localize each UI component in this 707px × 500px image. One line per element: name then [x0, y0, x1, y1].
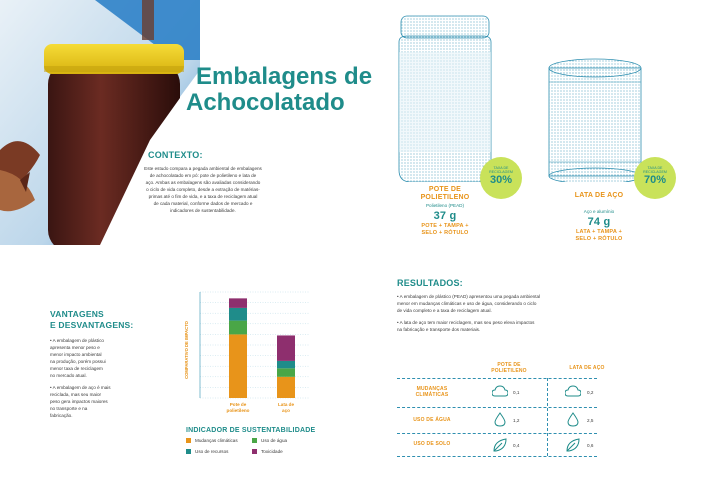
row-label-clima	[397, 386, 467, 398]
legend-label: Toxicidade	[261, 449, 283, 454]
contexto-heading: CONTEXTO:	[148, 150, 203, 160]
contexto-section	[78, 150, 328, 214]
legend-item	[252, 437, 287, 444]
vantagens-heading-2: E DESVANTAGENS:	[50, 320, 134, 330]
value-steel-clima: 0,2	[587, 390, 594, 395]
contexto-line: indicadores de sustentabilidade.	[170, 208, 236, 213]
table-divider	[397, 407, 597, 408]
water-drop-icon	[567, 412, 579, 427]
leaf-icon	[492, 437, 508, 453]
bar-segment	[229, 308, 247, 321]
resultados-line: • A embalagem de plástico (PEAD) apresentou uma pegada ambiental	[397, 294, 541, 299]
vantagens-line: peso gera impactos maiores	[50, 399, 108, 404]
table-divider	[397, 456, 597, 457]
vantagens-line: apresenta menor peso e	[50, 345, 100, 350]
cloud-icon	[565, 384, 581, 398]
resultados-p1	[397, 293, 677, 314]
category-label: Lata de	[277, 402, 295, 407]
contexto-line: o ciclo de vida completo, desde a extração de matérias-	[146, 187, 260, 192]
row-label-agua: USO DE ÁGUA	[413, 417, 451, 423]
steel-can-icon	[549, 59, 641, 182]
row-label-solo: USO DE SOLO	[413, 441, 451, 447]
resultados-line: menor em mudanças climáticas e uso de água, considerando o ciclo	[397, 301, 537, 306]
value-steel-agua: 2,5	[587, 418, 594, 423]
results-table	[397, 362, 677, 458]
vantagens-line: no mercado atual.	[50, 373, 87, 378]
packages-illustration	[395, 12, 665, 182]
vantagens-line: reciclada, mas seu maior	[50, 392, 102, 397]
plastic-jar-icon	[399, 16, 491, 182]
value-plastic-solo: 0,4	[513, 443, 520, 448]
bar-segment	[277, 361, 295, 368]
bar-segment	[277, 368, 295, 376]
resultados-line: • A lata de aço tem maior reciclagem, mas seu peso eleva impactos	[397, 320, 535, 325]
legend-label: Uso de água	[261, 438, 288, 443]
package-material: Polietileno (PEAD)	[425, 203, 465, 208]
resultados-line: de vida completo e a taxa de reciclagem atual.	[397, 308, 492, 313]
chart-ylabel: COMPARATIVO DE IMPACTO	[184, 321, 189, 379]
legend-swatch	[252, 438, 257, 443]
value-plastic-clima: 0,1	[513, 390, 520, 395]
col-line1: POTE DE	[497, 362, 521, 368]
row-label-line1: MUDANÇAS	[416, 386, 448, 392]
resultados-heading: RESULTADOS:	[397, 278, 463, 288]
contexto-line: aço. Ambas as embalagens são avaliadas considerando	[145, 180, 261, 185]
contexto-line: de cada material, conforme dados de mercado e	[153, 201, 253, 206]
package-name-2: POLIETILENO	[420, 194, 470, 201]
category-label: aço	[282, 408, 290, 413]
water-drop-icon	[494, 412, 506, 427]
leaf-icon	[565, 437, 581, 453]
package-info-plastic	[395, 186, 495, 237]
badge-label: TAXA DE RECICLAGEM	[643, 166, 667, 174]
table-divider	[397, 433, 597, 434]
resultados-line: na fabricação e transporte dos materiais.	[397, 327, 481, 332]
vantagens-line: menor impacto ambiental	[50, 352, 102, 357]
impact-chart	[170, 290, 350, 420]
table-divider-vertical	[547, 378, 548, 456]
legend-item	[186, 437, 238, 444]
badge-label: TAXA DE RECICLAGEM	[489, 166, 513, 174]
vantagens-line: menor taxa de reciclagem	[50, 366, 103, 371]
chart-xlabel: INDICADOR DE SUSTENTABILIDADE	[186, 427, 316, 434]
bar-segment	[277, 335, 295, 360]
package-weight: 74 g	[587, 216, 611, 228]
col-line2: POLIETILENO	[491, 368, 527, 374]
category-label: Pote de	[229, 402, 247, 407]
package-name: POTE DE	[428, 186, 462, 193]
package-parts-2: SELO + RÓTULO	[575, 236, 623, 242]
vantagens-line: • A embalagem de plástico	[50, 338, 104, 343]
contexto-text	[78, 165, 328, 214]
badge-value: 30%	[489, 174, 513, 186]
table-divider	[397, 378, 597, 379]
bar-segment	[229, 334, 247, 398]
vantagens-bullet	[50, 384, 170, 419]
bar-segment	[277, 377, 295, 398]
legend-label: Uso de recursos	[195, 449, 229, 454]
package-weight: 37 g	[433, 210, 457, 222]
vantagens-text	[50, 337, 170, 419]
category-label: polietileno	[226, 408, 250, 413]
table-col-steel: LATA DE AÇO	[569, 365, 605, 371]
package-material: Aço e alumínio	[583, 209, 615, 214]
vantagens-line: no transporte e na	[50, 406, 88, 411]
vantagens-bullet	[50, 337, 170, 379]
legend-item	[252, 448, 283, 455]
package-info-steel	[549, 192, 649, 243]
chart-legend	[186, 437, 346, 461]
vantagens-line: na produção, porém possui	[50, 359, 106, 364]
vantagens-line: • A embalagem de aço é mais	[50, 385, 111, 390]
legend-swatch	[186, 438, 191, 443]
cloud-icon	[492, 384, 508, 398]
contexto-line: primas até o fim de vida, e a taxa de reciclagem atual	[148, 194, 258, 199]
vantagens-heading: VANTAGENS	[50, 309, 104, 319]
badge-value: 70%	[643, 174, 667, 186]
legend-label: Mudanças climáticas	[195, 438, 238, 443]
bar-segment	[229, 321, 247, 335]
package-parts: LATA + TAMPA +	[576, 229, 622, 235]
table-col-plastic	[479, 362, 539, 374]
title-line2: Achocolatado	[186, 89, 345, 116]
resultados-p2	[397, 319, 677, 333]
package-parts-2: SELO + RÓTULO	[421, 230, 469, 236]
value-steel-solo: 0,6	[587, 443, 594, 448]
resultados-section	[397, 278, 677, 333]
row-label-line2: CLIMÁTICAS	[415, 392, 449, 398]
package-parts: POTE + TAMPA +	[421, 223, 469, 229]
legend-swatch	[186, 449, 191, 454]
page-title	[186, 64, 372, 116]
vantagens-section	[50, 309, 170, 424]
legend-swatch	[252, 449, 257, 454]
value-plastic-agua: 1,2	[513, 418, 520, 423]
package-name: LATA DE AÇO	[574, 192, 624, 199]
bar-segment	[229, 298, 247, 308]
vantagens-line: fabricação.	[50, 413, 73, 418]
title-line1: Embalagens de	[196, 63, 373, 90]
contexto-line: de achocolatado em pó: pote de polietileno e lata de	[149, 173, 257, 178]
legend-item	[186, 448, 228, 455]
contexto-line: Este estudo compara a pegada ambiental de embalagens	[144, 166, 262, 171]
